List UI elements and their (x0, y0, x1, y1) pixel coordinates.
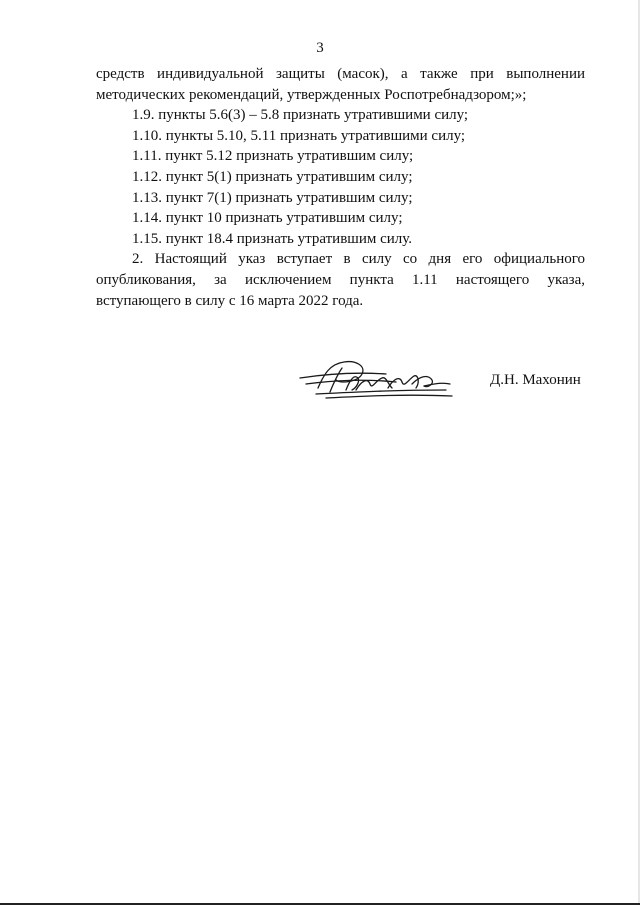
list-item-1-10: 1.10. пункты 5.10, 5.11 признать утратившими силу; (132, 127, 466, 144)
signer-name: Д.Н. Махонин (490, 372, 581, 388)
page-number: 3 (316, 40, 324, 56)
signature-icon (296, 354, 456, 404)
list-item-1-11: 1.11. пункт 5.12 признать утратившим силу; (132, 148, 414, 165)
list-item-1-12: 1.12. пункт 5(1) признать утратившим силу; (132, 168, 413, 185)
list-item-1-13: 1.13. пункт 7(1) признать утратившим силу; (132, 189, 413, 206)
document-body (96, 64, 585, 311)
list-item-1-15: 1.15. пункт 18.4 признать утратившим силу. (132, 230, 413, 247)
handwritten-signature (296, 354, 456, 404)
paragraph-continuation: средств индивидуальной защиты (масок), а также при выполнении методических рекомендаций, утвержденных Роспотребнадзором;»; (96, 66, 585, 103)
list-item-1-14: 1.14. пункт 10 признать утратившим силу; (132, 210, 403, 227)
list-item-1-9: 1.9. пункты 5.6(3) – 5.8 признать утратившими силу; (132, 107, 469, 124)
paragraph-effective-date: 2. Настоящий указ вступает в силу со дня его официального опубликования, за исключением пункта 1.11 настоящего указа, вступающего в силу с 16 марта 2022 года. (96, 251, 585, 309)
